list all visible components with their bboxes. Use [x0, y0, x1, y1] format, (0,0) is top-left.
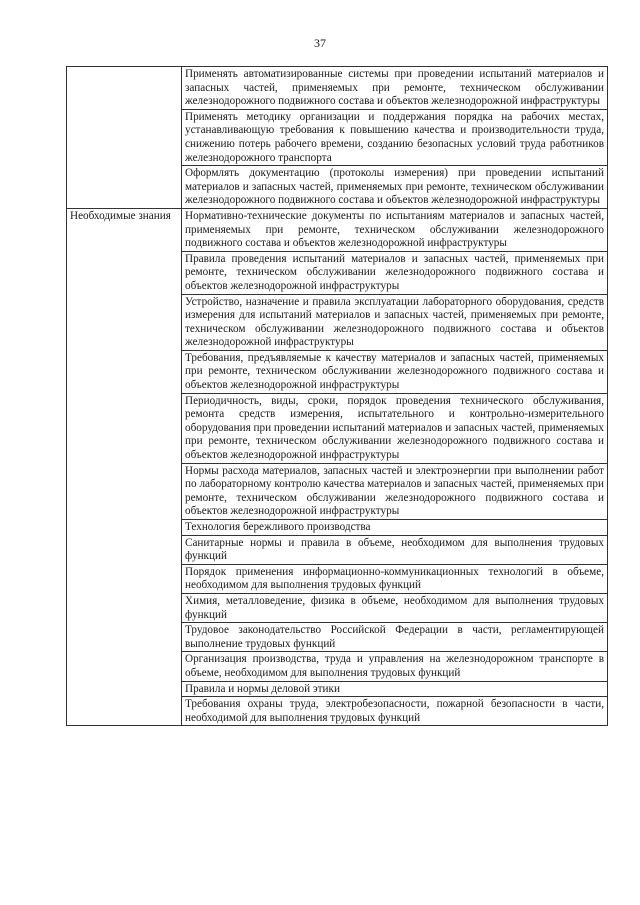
table-cell-item: Нормативно-технические документы по испытаниям материалов и запасных частей, применяемых при ремонте, техническом обслуживании железнодорожного подвижного состава и объектов железнодорожной инфраструктуры [182, 208, 608, 251]
table-cell-item: Устройство, назначение и правила эксплуатации лабораторного оборудования, средств измерения для испытаний материалов и запасных частей, применяемых при ремонте, техническом обслуживании железнодорожного подвижного состава и объектов железнодорожной инфраструктуры [182, 294, 608, 350]
table-cell-item: Нормы расхода материалов, запасных частей и электроэнергии при выполнении работ по лабораторному контролю качества материалов и запасных частей, применяемых при ремонте, техническом обслуживании железнодорожного подвижного состава и объектов железнодорожной инфраструктуры [182, 463, 608, 519]
table-cell-item: Оформлять документацию (протоколы измерения) при проведении испытаний материалов и запасных частей, применяемых при ремонте, техническом обслуживании железнодорожного подвижного состава и объектов железнодорожной инфраструктуры [182, 166, 608, 209]
table-row [67, 67, 608, 110]
table-cell-item: Санитарные нормы и правила в объеме, необходимом для выполнения трудовых функций [182, 535, 608, 564]
table-cell-item: Периодичность, виды, сроки, порядок проведения технического обслуживания, ремонта средств измерения, испытательного и контрольно-измерительного оборудования при проведении испытаний материалов и запасных частей, применяемых при ремонте, техническом обслуживании железнодорожного подвижного состава и объектов железнодорожной инфраструктуры [182, 393, 608, 463]
table-cell-item: Порядок применения информационно-коммуникационных технологий в объеме, необходимом для выполнения трудовых функций [182, 564, 608, 593]
table-body [67, 67, 608, 726]
competency-table [66, 66, 608, 726]
table-cell-item: Правила и нормы деловой этики [182, 681, 608, 697]
table-cell-item: Организация производства, труда и управления на железнодорожном транспорте в объеме, необходимом для выполнения трудовых функций [182, 652, 608, 681]
table-row [67, 208, 608, 251]
table-cell-item: Правила проведения испытаний материалов и запасных частей, применяемых при ремонте, техническом обслуживании железнодорожного подвижного состава и объектов железнодорожной инфраструктуры [182, 251, 608, 294]
table-cell-item: Применять автоматизированные системы при проведении испытаний материалов и запасных частей, применяемых при ремонте, техническом обслуживании железнодорожного подвижного состава и объектов железнодорожной инфраструктуры [182, 67, 608, 110]
table-cell-item: Трудовое законодательство Российской Федерации в части, регламентирующей выполнение трудовых функций [182, 623, 608, 652]
table-cell-item: Требования, предъявляемые к качеству материалов и запасных частей, применяемых при ремонте, техническом обслуживании железнодорожного подвижного состава и объектов железнодорожной инфраструктуры [182, 350, 608, 393]
table-cell-item: Требования охраны труда, электробезопасности, пожарной безопасности в части, необходимой для выполнения трудовых функций [182, 697, 608, 726]
table-cell-item: Применять методику организации и поддержания порядка на рабочих местах, устанавливающую требования к повышению качества и производительности труда, снижению потерь рабочего времени, созданию безопасных условий труда работников железнодорожного транспорта [182, 109, 608, 165]
page-number: 37 [314, 36, 326, 50]
row-group-label: Необходимые знания [67, 208, 182, 725]
row-group-label-empty [67, 67, 182, 209]
table-cell-item: Технология бережливого производства [182, 520, 608, 536]
table-cell-item: Химия, металловедение, физика в объеме, необходимом для выполнения трудовых функций [182, 593, 608, 622]
